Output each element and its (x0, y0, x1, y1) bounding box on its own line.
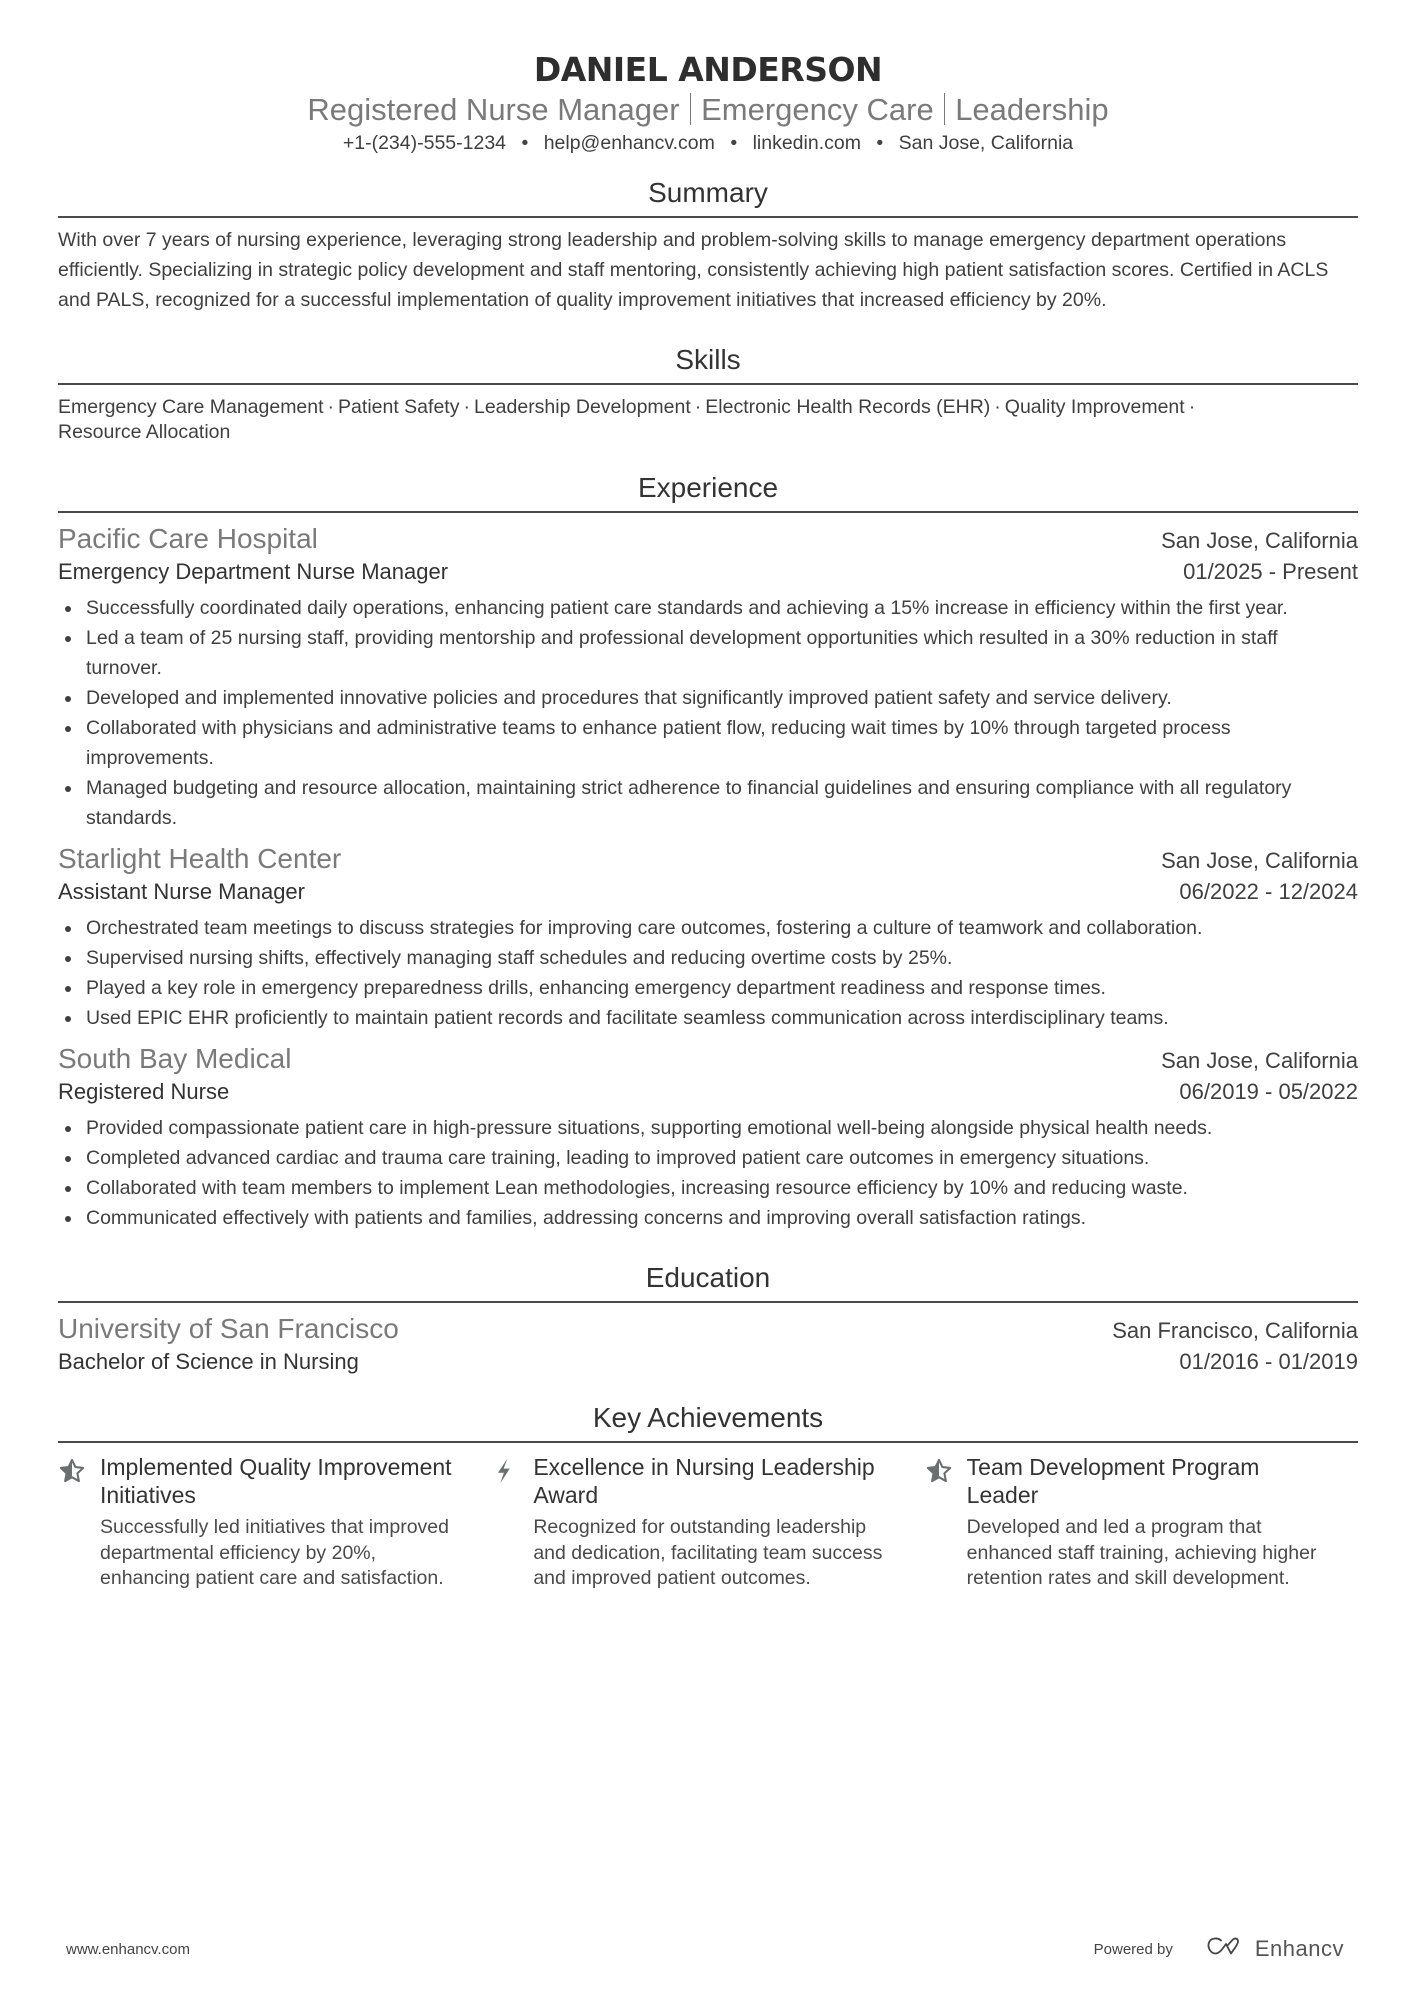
bullet-item: Collaborated with team members to implement Lean methodologies, increasing resource efficiency by 10% and reducing waste. (58, 1173, 1358, 1203)
job-location: San Jose, California (1161, 848, 1358, 873)
entry-subheader-row (58, 557, 1358, 587)
bullet-item: Successfully coordinated daily operations, enhancing patient care standards and achieving a 15% increase in efficiency within the first year. (58, 593, 1358, 623)
job-dates: 06/2022 - 12/2024 (1179, 879, 1358, 904)
education-dates: 01/2016 - 01/2019 (1179, 1349, 1358, 1374)
achievement-title: Excellence in Nursing Leadership Award (533, 1454, 875, 1508)
contact-separator: • (730, 132, 738, 154)
section-title-achievements: Key Achievements (58, 1401, 1358, 1443)
bullet-item: Led a team of 25 nursing staff, providing mentorship and professional development opportunities which resulted in a 30% reduction in staff turnover. (58, 623, 1358, 683)
achievement-description: Recognized for outstanding leadership and dedication, facilitating team success and improved patient outcomes. (533, 1516, 883, 1589)
entry-subheader-row (58, 1347, 1358, 1377)
skills-list (58, 395, 1358, 445)
headline-part: Registered Nurse Manager (307, 92, 680, 127)
entry-subheader-row (58, 1077, 1358, 1107)
summary-section (58, 176, 1358, 315)
company-name: Starlight Health Center (58, 843, 342, 874)
job-dates: 01/2025 - Present (1183, 559, 1358, 584)
page-footer (66, 1935, 1344, 1963)
achievement-title: Team Development Program Leader (966, 1454, 1260, 1508)
entry-subheader-row (58, 877, 1358, 907)
contact-location: San Jose, California (898, 132, 1074, 154)
education-section (58, 1261, 1358, 1377)
skill-separator: · (463, 396, 470, 418)
skill-separator: · (994, 396, 1001, 418)
entry-header-row (58, 521, 1358, 557)
entry-header-row (58, 1311, 1358, 1347)
skill-item: Electronic Health Records (EHR) (705, 396, 991, 418)
bullet-item: Developed and implemented innovative policies and procedures that significantly improved patient safety and service delivery. (58, 683, 1358, 713)
powered-by-label: Powered by (1093, 1940, 1173, 1958)
company-name: South Bay Medical (58, 1043, 292, 1074)
job-location: San Jose, California (1161, 528, 1358, 553)
job-title: Registered Nurse (58, 1079, 230, 1104)
bullet-item: Used EPIC EHR proficiently to maintain patient records and facilitate seamless communication across interdisciplinary teams. (58, 1003, 1358, 1033)
experience-entry (58, 1041, 1358, 1233)
star-icon (925, 1453, 967, 1592)
contact-info (58, 130, 1358, 156)
job-dates: 06/2019 - 05/2022 (1179, 1079, 1358, 1104)
job-bullets (58, 913, 1358, 1033)
job-bullets (58, 1113, 1358, 1233)
experience-entry (58, 841, 1358, 1033)
headline-divider (690, 93, 692, 125)
headline (58, 91, 1358, 129)
school-name: University of San Francisco (58, 1313, 399, 1344)
experience-entry (58, 521, 1358, 833)
powered-by (1094, 1935, 1344, 1963)
section-title-experience: Experience (58, 471, 1358, 513)
education-entry (58, 1311, 1358, 1377)
lightning-icon (491, 1453, 533, 1592)
skill-separator: · (327, 396, 335, 418)
bullet-item: Supervised nursing shifts, effectively managing staff schedules and reducing overtime costs by 25%. (58, 943, 1358, 973)
headline-part: Emergency Care (701, 92, 934, 127)
achievement-body (100, 1453, 463, 1592)
contact-separator: • (876, 132, 884, 154)
section-title-summary: Summary (58, 176, 1358, 218)
achievement-item (58, 1453, 491, 1592)
entry-header-row (58, 1041, 1358, 1077)
bullet-item: Completed advanced cardiac and trauma care training, leading to improved patient care outcomes in emergency situations. (58, 1143, 1358, 1173)
bullet-item: Orchestrated team meetings to discuss strategies for improving care outcomes, fostering a culture of teamwork and collaboration. (58, 913, 1358, 943)
skill-separator: · (694, 396, 702, 418)
linkedin-link[interactable]: linkedin.com (752, 132, 861, 154)
bullet-item: Played a key role in emergency preparedness drills, enhancing emergency department readiness and response times. (58, 973, 1358, 1003)
enhancv-logo-icon (1205, 1935, 1245, 1963)
skill-item: Quality Improvement (1004, 396, 1185, 418)
resume-page (58, 0, 1358, 1592)
bullet-item: Communicated effectively with patients and families, addressing concerns and improving overall satisfaction ratings. (58, 1203, 1358, 1233)
job-title: Emergency Department Nurse Manager (58, 559, 449, 584)
skill-item: Leadership Development (473, 396, 691, 418)
summary-text: With over 7 years of nursing experience, leveraging strong leadership and problem-solving skills to manage emergency department operations efficiently. Specializing in strategic policy development and staff mentoring, consistently achieving high patient satisfaction scores. Certified in ACLS and PALS, recognized for a successful implementation of quality improvement initiatives that increased efficiency by 20%. (58, 229, 1329, 311)
bullet-item: Provided compassionate patient care in high-pressure situations, supporting emotional well-being alongside physical health needs. (58, 1113, 1358, 1143)
resume-header (58, 0, 1358, 156)
achievement-body (533, 1453, 896, 1592)
email-link[interactable]: help@enhancv.com (543, 132, 715, 154)
school-location: San Francisco, California (1112, 1318, 1358, 1343)
job-title: Assistant Nurse Manager (58, 879, 305, 904)
achievement-description: Developed and led a program that enhanced staff training, achieving higher retention rates and skill development. (966, 1516, 1317, 1589)
website-link[interactable]: www.enhancv.com (66, 1940, 190, 1958)
achievement-item (925, 1453, 1358, 1592)
skill-item: Resource Allocation (58, 421, 231, 443)
achievement-description: Successfully led initiatives that improved departmental efficiency by 20%, enhancing patient care and satisfaction. (100, 1516, 449, 1589)
section-title-skills: Skills (58, 343, 1358, 385)
company-name: Pacific Care Hospital (58, 523, 318, 554)
bullet-item: Collaborated with physicians and administrative teams to enhance patient flow, reducing wait times by 10% through targeted process improvements. (58, 713, 1358, 773)
job-bullets (58, 593, 1358, 833)
bullet-item: Managed budgeting and resource allocation, maintaining strict adherence to financial guidelines and ensuring compliance with all regulatory standards. (58, 773, 1358, 833)
achievements-section (58, 1401, 1358, 1592)
phone[interactable]: +1-(234)-555-1234 (342, 132, 507, 154)
headline-divider (944, 93, 946, 125)
enhancv-brand: Enhancv (1254, 1936, 1344, 1961)
star-icon (58, 1453, 100, 1592)
contact-separator: • (521, 132, 529, 154)
degree: Bachelor of Science in Nursing (58, 1349, 359, 1374)
achievement-title: Implemented Quality Improvement Initiatives (100, 1454, 452, 1508)
skill-separator: · (1188, 396, 1196, 418)
achievements-grid (58, 1453, 1358, 1592)
achievement-item (491, 1453, 924, 1592)
achievement-body (967, 1453, 1330, 1592)
job-location: San Jose, California (1161, 1048, 1358, 1073)
entry-header-row (58, 841, 1358, 877)
headline-part: Leadership (955, 92, 1109, 127)
experience-section (58, 471, 1358, 1233)
skill-item: Emergency Care Management (58, 396, 324, 418)
skill-item: Patient Safety (338, 396, 460, 418)
candidate-name: DANIEL ANDERSON (533, 50, 883, 89)
skills-section (58, 343, 1358, 445)
section-title-education: Education (58, 1261, 1358, 1303)
